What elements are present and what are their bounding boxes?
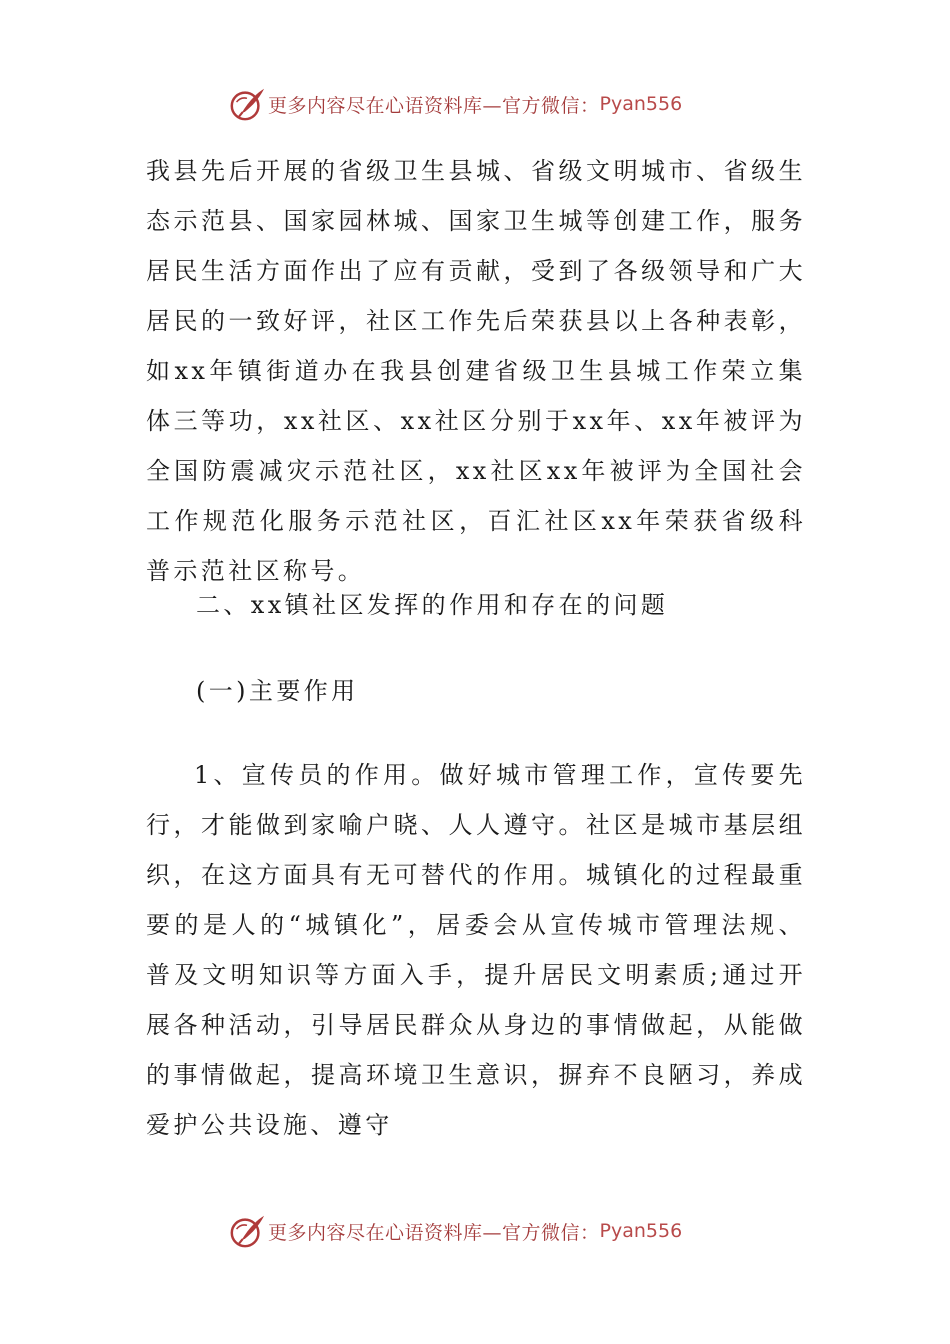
section-heading: 二、xx镇社区发挥的作用和存在的问题 [196, 591, 669, 619]
quill-logo-icon [228, 85, 266, 123]
watermark-text: 更多内容尽在心语资料库—官方微信： [268, 1221, 600, 1244]
document-body [146, 146, 806, 1150]
watermark-header [228, 84, 682, 124]
watermark-footer [228, 1211, 682, 1251]
quill-logo-icon [228, 1212, 266, 1250]
watermark-wechat-id: Pyan556 [599, 93, 683, 115]
body-paragraph-2: 1、宣传员的作用。做好城市管理工作，宣传要先行，才能做到家喻户晓、人人遵守。社区是城市基层组织，在这方面具有无可替代的作用。城镇化的过程最重要的是人的“城镇化”，居委会从宣传城市管理法规、普及文明知识等方面入手，提升居民文明素质;通过开展各种活动，引导居民群众从身边的事情做起，从能做的事情做起，提高环境卫生意识，摒弃不良陋习，养成爱护公共设施、遵守 [146, 761, 806, 1139]
body-paragraph-1: 我县先后开展的省级卫生县城、省级文明城市、省级生态示范县、国家园林城、国家卫生城等创建工作，服务居民生活方面作出了应有贡献，受到了各级领导和广大居民的一致好评，社区工作先后荣获县以上各种表彰，如xx年镇街道办在我县创建省级卫生县城工作荣立集体三等功，xx社区、xx社区分别于xx年、xx年被评为全国防震减灾示范社区，xx社区xx年被评为全国社会工作规范化服务示范社区，百汇社区xx年荣获省级科普示范社区称号。 [146, 157, 806, 585]
subsection-heading: (一)主要作用 [196, 677, 359, 705]
watermark-wechat-id: Pyan556 [599, 1220, 683, 1242]
watermark-text: 更多内容尽在心语资料库—官方微信： [268, 94, 600, 117]
